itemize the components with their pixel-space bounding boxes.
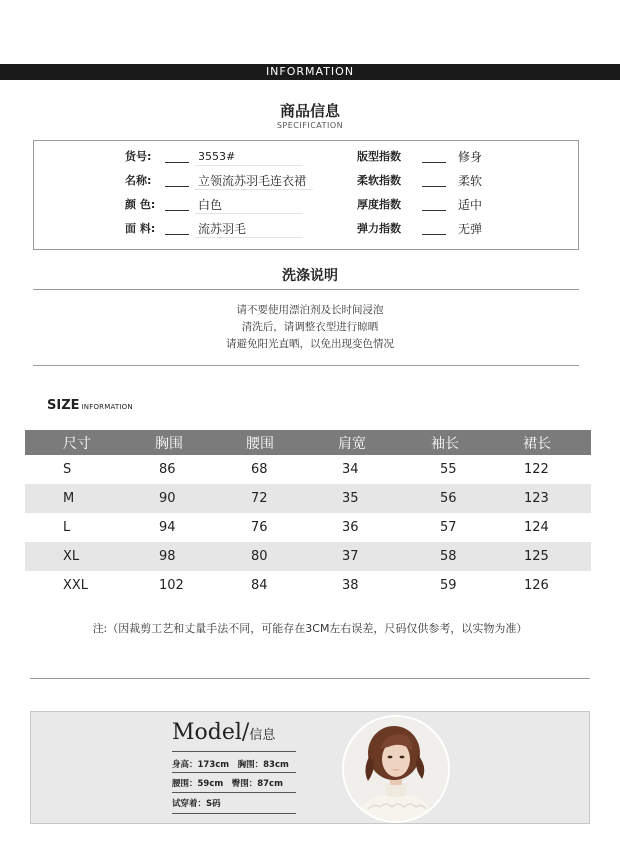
table-cell: 56 xyxy=(440,491,457,506)
spec-label: 名称: xyxy=(125,174,152,187)
table-cell: S xyxy=(63,462,72,477)
specification-subtitle: SPECIFICATION xyxy=(276,121,344,130)
model-measure-line: 腰围：59cm 臀围：87cm xyxy=(172,779,283,789)
spec-label: 柔软指数 xyxy=(357,174,401,187)
table-cell: 68 xyxy=(251,462,268,477)
table-cell: 55 xyxy=(440,462,457,477)
divider xyxy=(30,678,590,679)
model-title-en: Model/ xyxy=(172,720,250,745)
model-rule xyxy=(172,813,296,814)
table-cell: 58 xyxy=(440,549,457,564)
spec-value: 白色 xyxy=(198,198,223,212)
table-cell: 59 xyxy=(440,578,457,593)
model-measure-line: 身高：173cm 胸围：83cm xyxy=(172,760,289,770)
spec-row-thickness xyxy=(0,195,620,215)
model-portrait-icon xyxy=(344,717,448,821)
washing-line: 清洗后，请调整衣型进行晾晒 xyxy=(241,321,379,333)
table-cell: 98 xyxy=(159,549,176,564)
table-cell: 126 xyxy=(524,578,549,593)
table-cell: 123 xyxy=(524,491,549,506)
model-rule xyxy=(172,772,296,773)
model-info-box xyxy=(30,711,590,824)
table-cell: 57 xyxy=(440,520,457,535)
table-cell: 84 xyxy=(251,578,268,593)
table-cell: 86 xyxy=(159,462,176,477)
table-row xyxy=(25,455,591,484)
spec-dash xyxy=(422,223,446,235)
size-heading-main: SIZE xyxy=(47,398,80,413)
table-cell: L xyxy=(63,520,71,535)
table-cell: 102 xyxy=(159,578,184,593)
spec-label: 版型指数 xyxy=(357,150,401,163)
spec-value: 修身 xyxy=(458,150,483,164)
spec-row-softness xyxy=(0,171,620,191)
size-heading xyxy=(47,398,133,413)
divider xyxy=(33,365,579,366)
table-cell: 90 xyxy=(159,491,176,506)
table-cell: 122 xyxy=(524,462,549,477)
spec-dash xyxy=(422,175,446,187)
spec-value: 3553# xyxy=(198,150,236,163)
table-cell: M xyxy=(63,491,75,506)
spec-label: 弹力指数 xyxy=(357,222,401,235)
column-header: 尺寸 xyxy=(63,435,91,452)
table-cell: XXL xyxy=(63,578,89,593)
spec-value: 立领流苏羽毛连衣裙 xyxy=(198,174,307,188)
spec-row-fit xyxy=(0,147,620,167)
table-cell: 35 xyxy=(342,491,359,506)
column-header: 胸围 xyxy=(155,435,183,452)
spec-value: 适中 xyxy=(458,198,483,212)
table-cell: 34 xyxy=(342,462,359,477)
table-row xyxy=(25,542,591,571)
spec-label: 货号: xyxy=(125,150,152,163)
spec-row-elasticity xyxy=(0,219,620,239)
size-note: 注:（因裁剪工艺和丈量手法不同，可能存在3CM左右误差，尺码仅供参考，以实物为准） xyxy=(92,622,528,635)
model-measure-line: 试穿着：S码 xyxy=(172,799,221,809)
information-band: INFORMATION xyxy=(0,64,620,80)
table-cell: 94 xyxy=(159,520,176,535)
column-header: 肩宽 xyxy=(338,435,366,452)
spec-dash xyxy=(422,151,446,163)
table-cell: 37 xyxy=(342,549,359,564)
spec-value: 流苏羽毛 xyxy=(198,222,247,236)
model-title xyxy=(172,720,275,745)
model-avatar xyxy=(342,715,450,823)
spec-dash xyxy=(422,199,446,211)
table-cell: 36 xyxy=(342,520,359,535)
table-header-row xyxy=(25,430,591,455)
table-row xyxy=(25,571,591,600)
spec-value: 柔软 xyxy=(458,174,483,188)
table-cell: 72 xyxy=(251,491,268,506)
table-cell: XL xyxy=(63,549,80,564)
table-cell: 38 xyxy=(342,578,359,593)
size-heading-sub: INFORMATION xyxy=(81,403,133,411)
column-header: 袖长 xyxy=(431,435,459,452)
column-header: 裙长 xyxy=(523,435,551,452)
table-row xyxy=(25,513,591,542)
specification-title: 商品信息 xyxy=(279,102,340,120)
spec-label: 厚度指数 xyxy=(357,198,401,211)
column-header: 腰围 xyxy=(246,435,274,452)
spec-label: 颜 色: xyxy=(125,198,156,211)
table-row xyxy=(25,484,591,513)
size-table xyxy=(25,430,591,600)
table-cell: 125 xyxy=(524,549,549,564)
spec-label: 面 料: xyxy=(125,222,156,235)
model-title-cn: 信息 xyxy=(249,728,276,743)
table-cell: 124 xyxy=(524,520,549,535)
model-rule xyxy=(172,751,296,752)
washing-line: 请避免阳光直晒，以免出现变色情况 xyxy=(226,338,394,350)
spec-value: 无弹 xyxy=(458,222,483,236)
table-cell: 80 xyxy=(251,549,268,564)
model-rule xyxy=(172,792,296,793)
divider xyxy=(33,289,579,290)
washing-title: 洗涤说明 xyxy=(282,268,338,284)
table-cell: 76 xyxy=(251,520,268,535)
washing-line: 请不要使用漂泊剂及长时间浸泡 xyxy=(236,304,384,316)
